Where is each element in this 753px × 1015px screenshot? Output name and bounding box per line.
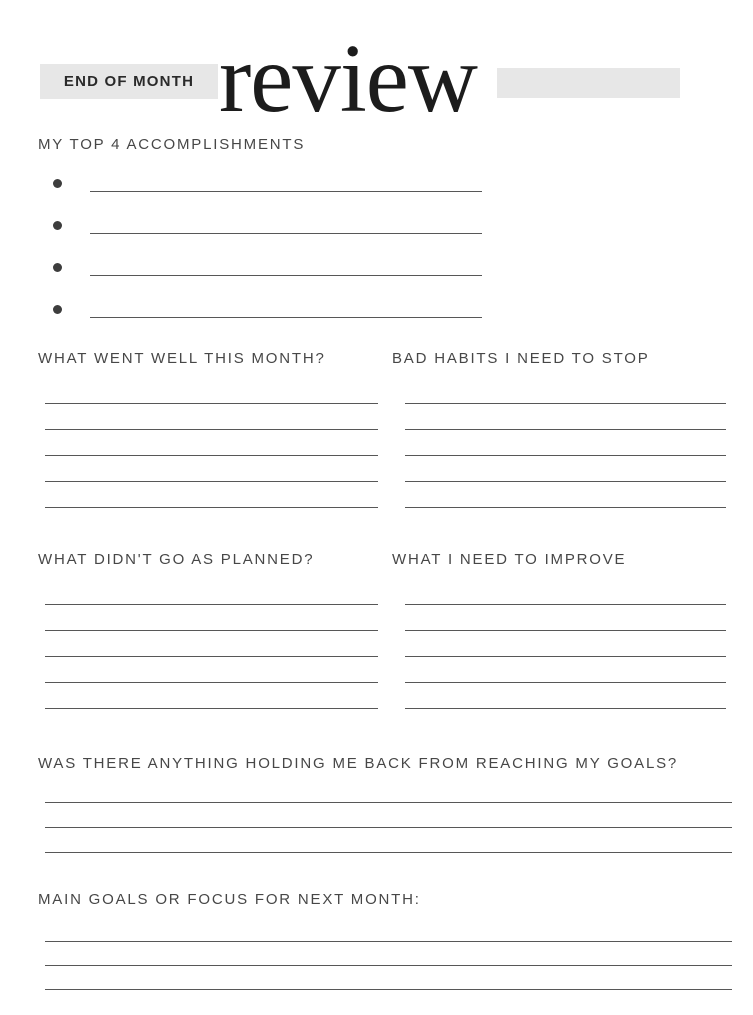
eyebrow-label: END OF MONTH bbox=[63, 73, 195, 90]
ruled-line bbox=[405, 482, 726, 508]
ruled-line bbox=[45, 828, 732, 853]
ruled-line bbox=[45, 579, 378, 605]
ruled-line bbox=[45, 683, 378, 709]
went-well-heading: WHAT WENT WELL THIS MONTH? bbox=[38, 350, 326, 367]
bullet-dot-icon bbox=[53, 179, 62, 188]
not-planned-heading: WHAT DIDN'T GO AS PLANNED? bbox=[38, 551, 315, 568]
ruled-line bbox=[45, 942, 732, 966]
ruled-line bbox=[90, 317, 482, 318]
ruled-line bbox=[45, 605, 378, 631]
row-reflection-1 bbox=[38, 350, 753, 508]
section-improve bbox=[392, 551, 726, 709]
bullet-dot-icon bbox=[53, 263, 62, 272]
accomplishments-heading: MY TOP 4 ACCOMPLISHMENTS bbox=[38, 136, 306, 153]
ruled-line bbox=[45, 803, 732, 828]
ruled-line bbox=[45, 482, 378, 508]
ruled-line bbox=[45, 404, 378, 430]
ruled-line bbox=[405, 404, 726, 430]
went-well-lines bbox=[45, 378, 378, 508]
ruled-line bbox=[405, 683, 726, 709]
ruled-line bbox=[405, 456, 726, 482]
ruled-line bbox=[45, 918, 732, 942]
next-month-lines bbox=[45, 918, 732, 990]
header-accent-bar bbox=[497, 68, 680, 98]
bullet-line-item bbox=[38, 276, 753, 318]
next-month-heading: MAIN GOALS OR FOCUS FOR NEXT MONTH: bbox=[38, 891, 421, 908]
ruled-line bbox=[405, 657, 726, 683]
ruled-line bbox=[45, 430, 378, 456]
ruled-line bbox=[405, 605, 726, 631]
bullet-line-item bbox=[38, 192, 753, 234]
holding-back-lines bbox=[45, 778, 732, 853]
page-title: review bbox=[219, 25, 477, 132]
row-reflection-2 bbox=[38, 551, 753, 709]
section-not-planned bbox=[38, 551, 378, 709]
ruled-line bbox=[45, 657, 378, 683]
ruled-line bbox=[45, 378, 378, 404]
bullet-dot-icon bbox=[53, 221, 62, 230]
ruled-line bbox=[405, 430, 726, 456]
improve-heading: WHAT I NEED TO IMPROVE bbox=[392, 551, 627, 568]
ruled-line bbox=[45, 778, 732, 803]
section-next-month-goals bbox=[38, 891, 753, 990]
section-went-well bbox=[38, 350, 378, 508]
accomplishment-bullet-lines bbox=[38, 150, 753, 318]
ruled-line bbox=[405, 378, 726, 404]
improve-lines bbox=[405, 579, 726, 709]
section-accomplishments bbox=[38, 136, 753, 318]
bad-habits-lines bbox=[405, 378, 726, 508]
bullet-line-item bbox=[38, 150, 753, 192]
ruled-line bbox=[45, 966, 732, 990]
holding-back-heading: WAS THERE ANYTHING HOLDING ME BACK FROM REACHING MY GOALS? bbox=[38, 755, 679, 772]
ruled-line bbox=[405, 579, 726, 605]
bullet-dot-icon bbox=[53, 305, 62, 314]
ruled-line bbox=[405, 631, 726, 657]
section-holding-back bbox=[38, 755, 753, 853]
bad-habits-heading: BAD HABITS I NEED TO STOP bbox=[392, 350, 650, 367]
bullet-line-item bbox=[38, 234, 753, 276]
ruled-line bbox=[45, 456, 378, 482]
ruled-line bbox=[45, 631, 378, 657]
section-bad-habits bbox=[392, 350, 726, 508]
page-header bbox=[0, 0, 753, 130]
eyebrow-label-box bbox=[40, 64, 218, 99]
not-planned-lines bbox=[45, 579, 378, 709]
